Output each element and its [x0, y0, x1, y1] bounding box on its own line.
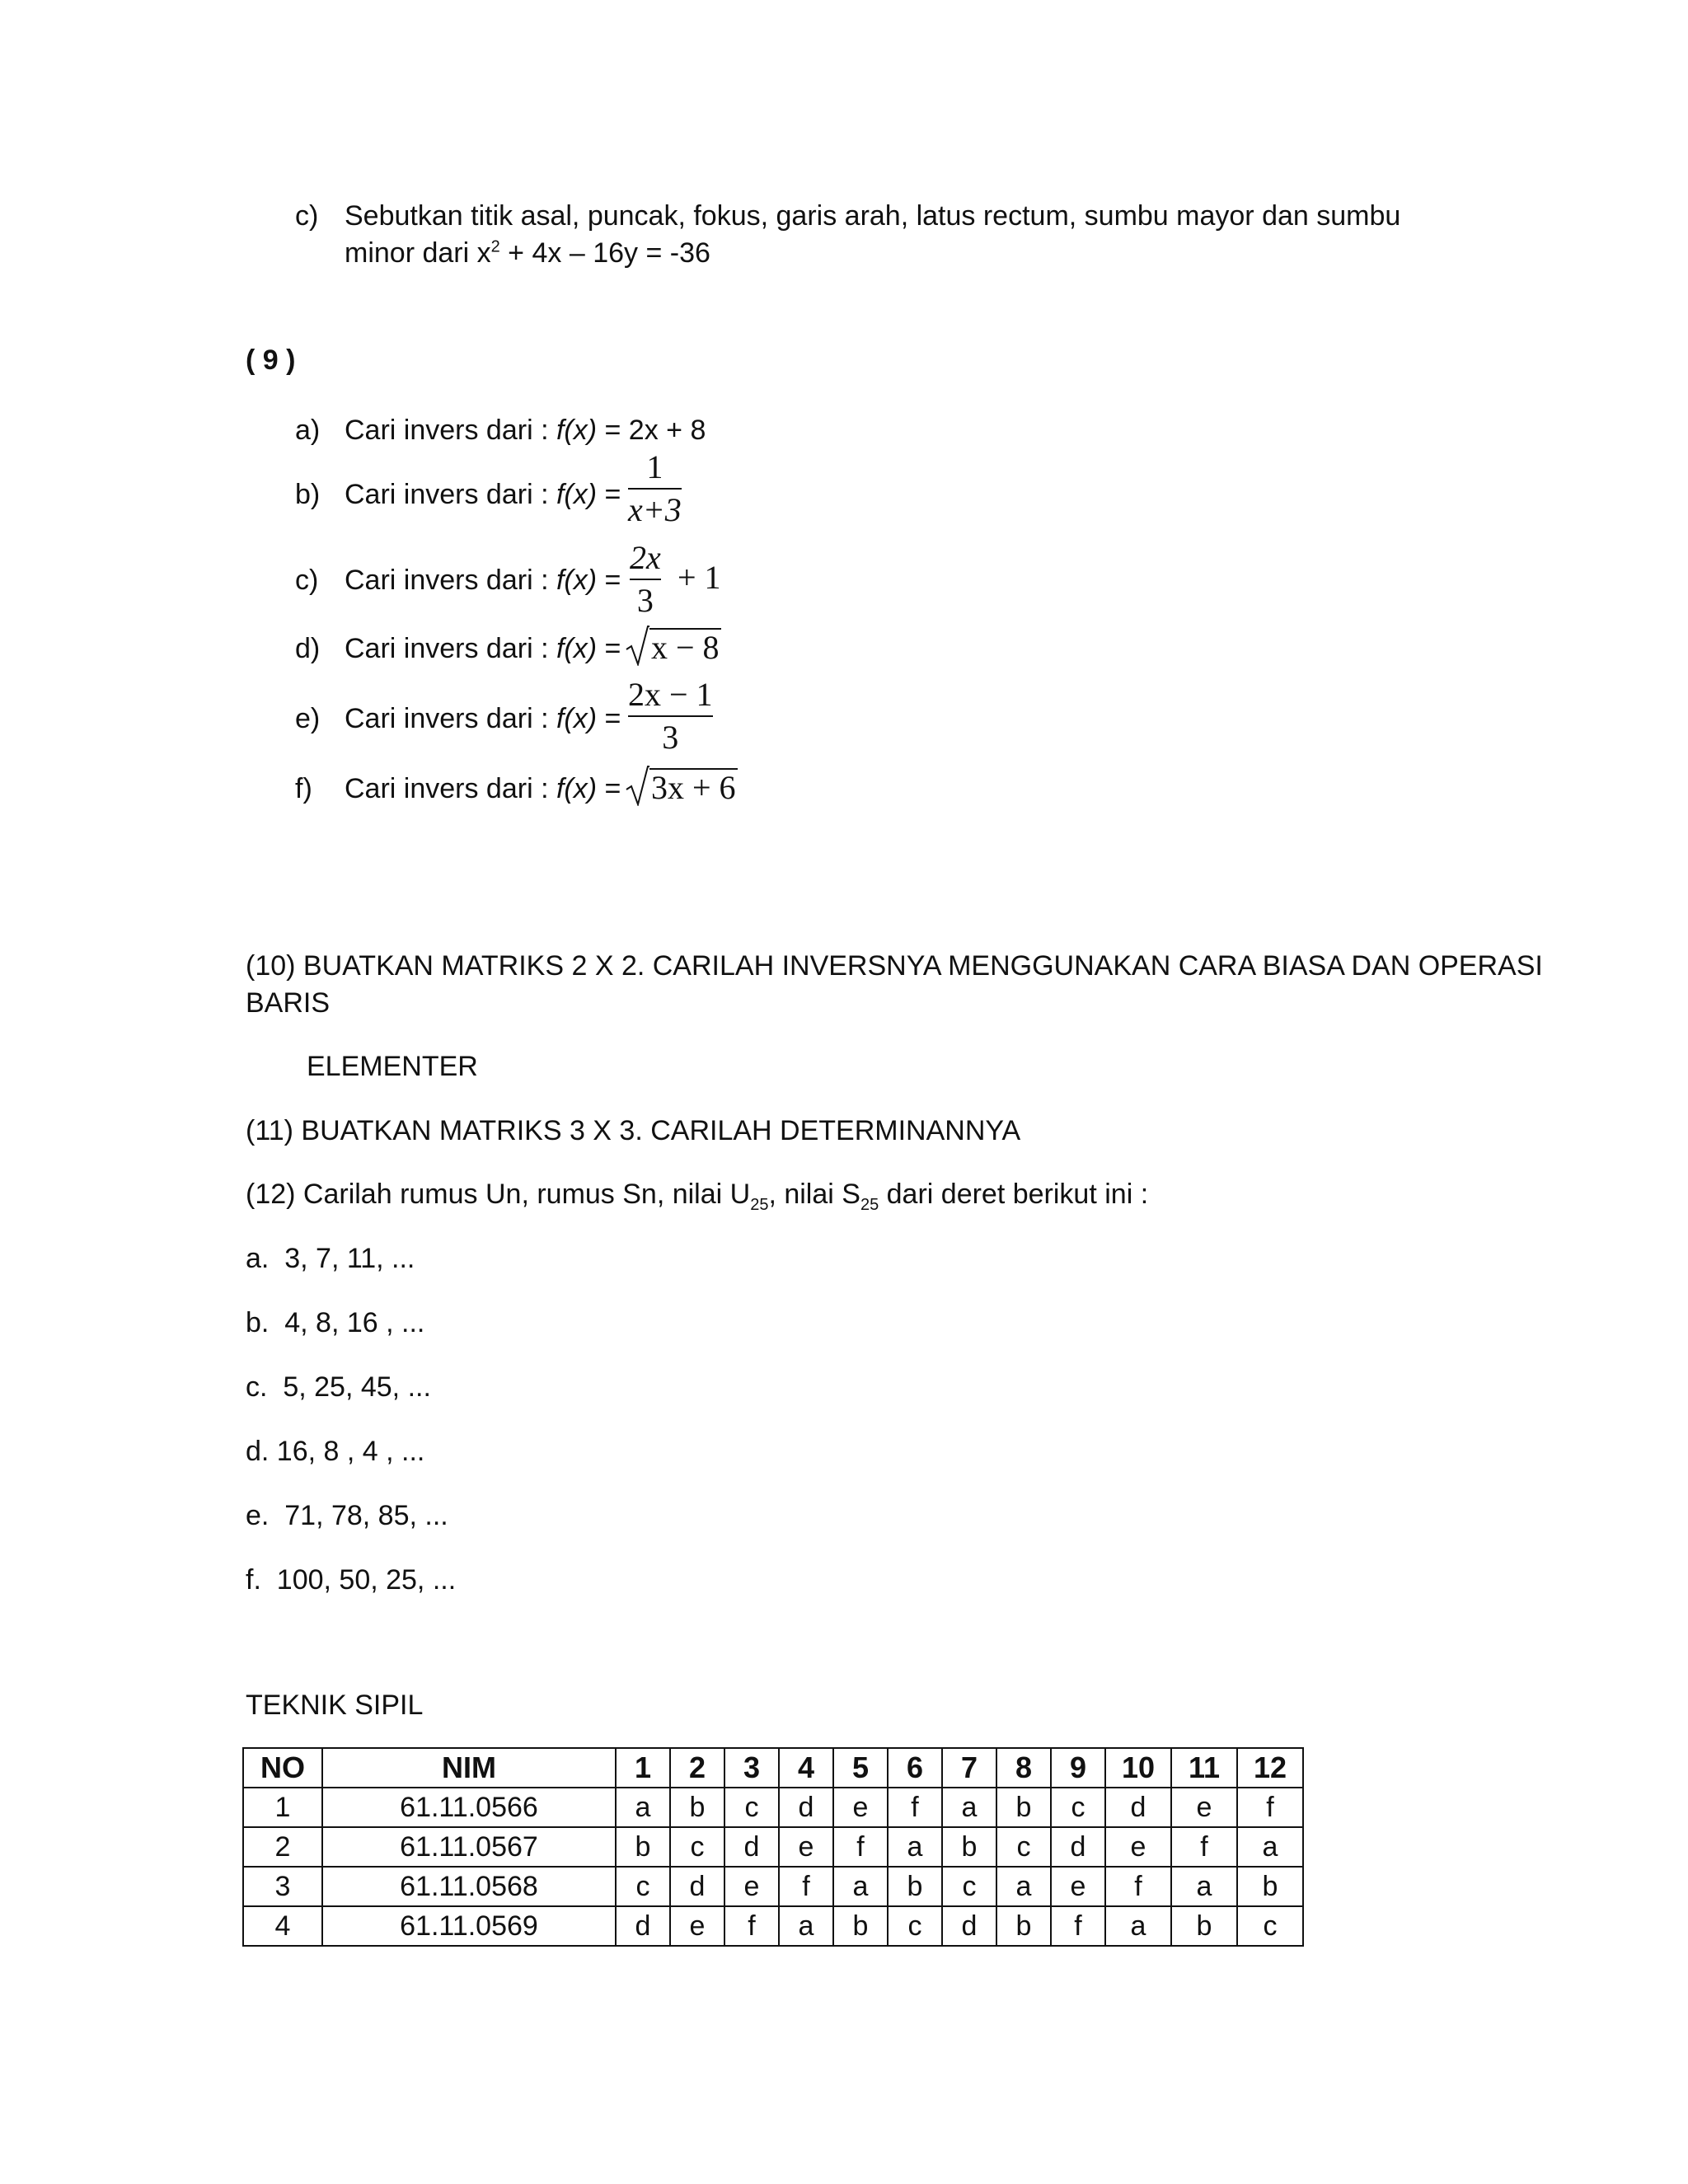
header-q8: 8: [996, 1748, 1051, 1788]
q10-line1: (10) BUATKAN MATRIKS 2 X 2. CARILAH INVERSNYA MENGGUNAKAN CARA BIASA DAN OPERASI: [246, 950, 1543, 982]
q9f-sqrt: [625, 765, 738, 806]
header-q9: 9: [1051, 1748, 1105, 1788]
table-cell: b: [996, 1788, 1051, 1827]
q9b-label: b): [295, 479, 321, 510]
table-cell: a: [942, 1788, 996, 1827]
table-cell: a: [888, 1827, 942, 1867]
table-cell: 1: [243, 1788, 322, 1827]
table-cell: f: [1105, 1867, 1171, 1906]
table-cell: e: [724, 1867, 779, 1906]
table-cell: e: [1105, 1827, 1171, 1867]
table-cell: d: [724, 1827, 779, 1867]
table-cell: a: [1237, 1827, 1303, 1867]
table-cell: f: [888, 1788, 942, 1827]
q9b-denominator: x+3: [628, 491, 682, 528]
radical-sign-icon: [625, 625, 649, 666]
table-cell: c: [670, 1827, 724, 1867]
table-cell: e: [779, 1827, 833, 1867]
header-q5: 5: [833, 1748, 888, 1788]
series-item-d: d. 16, 8 , 4 , ...: [246, 1436, 425, 1467]
header-q7: 7: [942, 1748, 996, 1788]
table-cell: c: [1237, 1906, 1303, 1946]
q9d-text: Cari invers dari : f(x) =: [345, 633, 621, 664]
table-cell: f: [833, 1827, 888, 1867]
table-cell: d: [1051, 1827, 1105, 1867]
table-cell: 4: [243, 1906, 322, 1946]
table-cell: e: [1171, 1788, 1237, 1827]
q11-text: (11) BUATKAN MATRIKS 3 X 3. CARILAH DETERMINANNYA: [246, 1115, 1021, 1146]
table-cell: 61.11.0566: [322, 1788, 616, 1827]
table-cell: b: [942, 1827, 996, 1867]
q9c-text: Cari invers dari : f(x) =: [345, 565, 621, 596]
table-cell: c: [616, 1867, 670, 1906]
series-item-f: f. 100, 50, 25, ...: [246, 1564, 457, 1596]
table-cell: d: [616, 1906, 670, 1946]
table-cell: a: [616, 1788, 670, 1827]
table-cell: a: [833, 1867, 888, 1906]
table-cell: e: [1051, 1867, 1105, 1906]
series-item-b: b. 4, 8, 16 , ...: [246, 1307, 425, 1338]
series-item-e: e. 71, 78, 85, ...: [246, 1500, 448, 1531]
table-cell: b: [996, 1906, 1051, 1946]
section-title: TEKNIK SIPIL: [246, 1690, 424, 1721]
table-cell: f: [1051, 1906, 1105, 1946]
table-cell: a: [1105, 1906, 1171, 1946]
q9f-label: f): [295, 773, 312, 804]
q9-heading: ( 9 ): [246, 344, 296, 376]
q9e-text: Cari invers dari : f(x) =: [345, 703, 621, 734]
table-cell: f: [779, 1867, 833, 1906]
table-header-row: [243, 1748, 1303, 1788]
table-row: [243, 1906, 1303, 1946]
table-cell: 61.11.0567: [322, 1827, 616, 1867]
q9c-label: c): [295, 565, 319, 596]
table-cell: a: [779, 1906, 833, 1946]
table-cell: f: [724, 1906, 779, 1946]
series-item-a: a. 3, 7, 11, ...: [246, 1243, 415, 1274]
header-q3: 3: [724, 1748, 779, 1788]
q9e-denominator: 3: [662, 719, 679, 756]
table-cell: f: [1237, 1788, 1303, 1827]
q9d-sqrt: [625, 625, 721, 666]
q9f-text: Cari invers dari : f(x) =: [345, 773, 621, 804]
q9c-fraction-bar: [630, 579, 661, 580]
table-cell: 2: [243, 1827, 322, 1867]
radical-sign-icon: [625, 765, 649, 806]
header-q12: 12: [1237, 1748, 1303, 1788]
q9e-label: e): [295, 703, 321, 734]
q9b-fraction: [628, 450, 682, 527]
table-row: [243, 1827, 1303, 1867]
table-cell: c: [942, 1867, 996, 1906]
header-q6: 6: [888, 1748, 942, 1788]
table-cell: d: [1105, 1788, 1171, 1827]
table-cell: e: [833, 1788, 888, 1827]
table-cell: 61.11.0569: [322, 1906, 616, 1946]
q8c-label: c): [295, 200, 319, 232]
header-no: NO: [243, 1748, 322, 1788]
table-cell: e: [670, 1906, 724, 1946]
header-q2: 2: [670, 1748, 724, 1788]
table-cell: c: [996, 1827, 1051, 1867]
table-cell: b: [1171, 1906, 1237, 1946]
q9e-fraction-bar: [628, 715, 713, 717]
header-nim: NIM: [322, 1748, 616, 1788]
q9c-denominator: 3: [636, 582, 654, 619]
series-item-c: c. 5, 25, 45, ...: [246, 1371, 431, 1403]
table-cell: 61.11.0568: [322, 1867, 616, 1906]
q9e-fraction: [628, 677, 713, 755]
table-row: [243, 1867, 1303, 1906]
q9a-text: Cari invers dari : f(x) = 2x + 8: [345, 415, 706, 446]
table-cell: c: [1051, 1788, 1105, 1827]
q8c-line2: minor dari $x^2 + 4x - 16y = -36$: [345, 237, 710, 269]
table-row: [243, 1788, 1303, 1827]
q9b-text: Cari invers dari : f(x) =: [345, 479, 621, 510]
table-cell: f: [1171, 1827, 1237, 1867]
q9f-radicand: 3x + 6: [651, 769, 736, 806]
table-cell: d: [779, 1788, 833, 1827]
header-q10: 10: [1105, 1748, 1171, 1788]
table-cell: c: [724, 1788, 779, 1827]
table-cell: b: [888, 1867, 942, 1906]
q10-line3: ELEMENTER: [307, 1051, 478, 1082]
q9c-tail: + 1: [678, 559, 721, 596]
q9a-label: a): [295, 415, 321, 446]
table-cell: b: [616, 1827, 670, 1867]
q10-line2: BARIS: [246, 987, 331, 1019]
q9d-radicand: x − 8: [651, 629, 720, 666]
table-cell: c: [888, 1906, 942, 1946]
header-q11: 11: [1171, 1748, 1237, 1788]
q8c-line1: Sebutkan titik asal, puncak, fokus, garis arah, latus rectum, sumbu mayor dan sumbu: [345, 200, 1401, 232]
q9e-numerator: 2x − 1: [628, 676, 713, 713]
q9b-numerator: 1: [646, 448, 663, 485]
table-cell: d: [670, 1867, 724, 1906]
table-cell: a: [996, 1867, 1051, 1906]
q9d-label: d): [295, 633, 321, 664]
q12-text: (12) Carilah rumus Un, rumus Sn, nilai $U_{25}$, nilai $S_{25}$ dari deret berikut ini :: [246, 1179, 1149, 1214]
table-cell: b: [833, 1906, 888, 1946]
header-q4: 4: [779, 1748, 833, 1788]
table-cell: 3: [243, 1867, 322, 1906]
table-cell: a: [1171, 1867, 1237, 1906]
assignment-table: [242, 1747, 1304, 1947]
table-cell: b: [670, 1788, 724, 1827]
q9c-fraction: [630, 541, 661, 618]
table-cell: b: [1237, 1867, 1303, 1906]
table-cell: d: [942, 1906, 996, 1946]
q9b-fraction-bar: [628, 488, 682, 490]
q9c-numerator: 2x: [630, 539, 661, 576]
header-q1: 1: [616, 1748, 670, 1788]
